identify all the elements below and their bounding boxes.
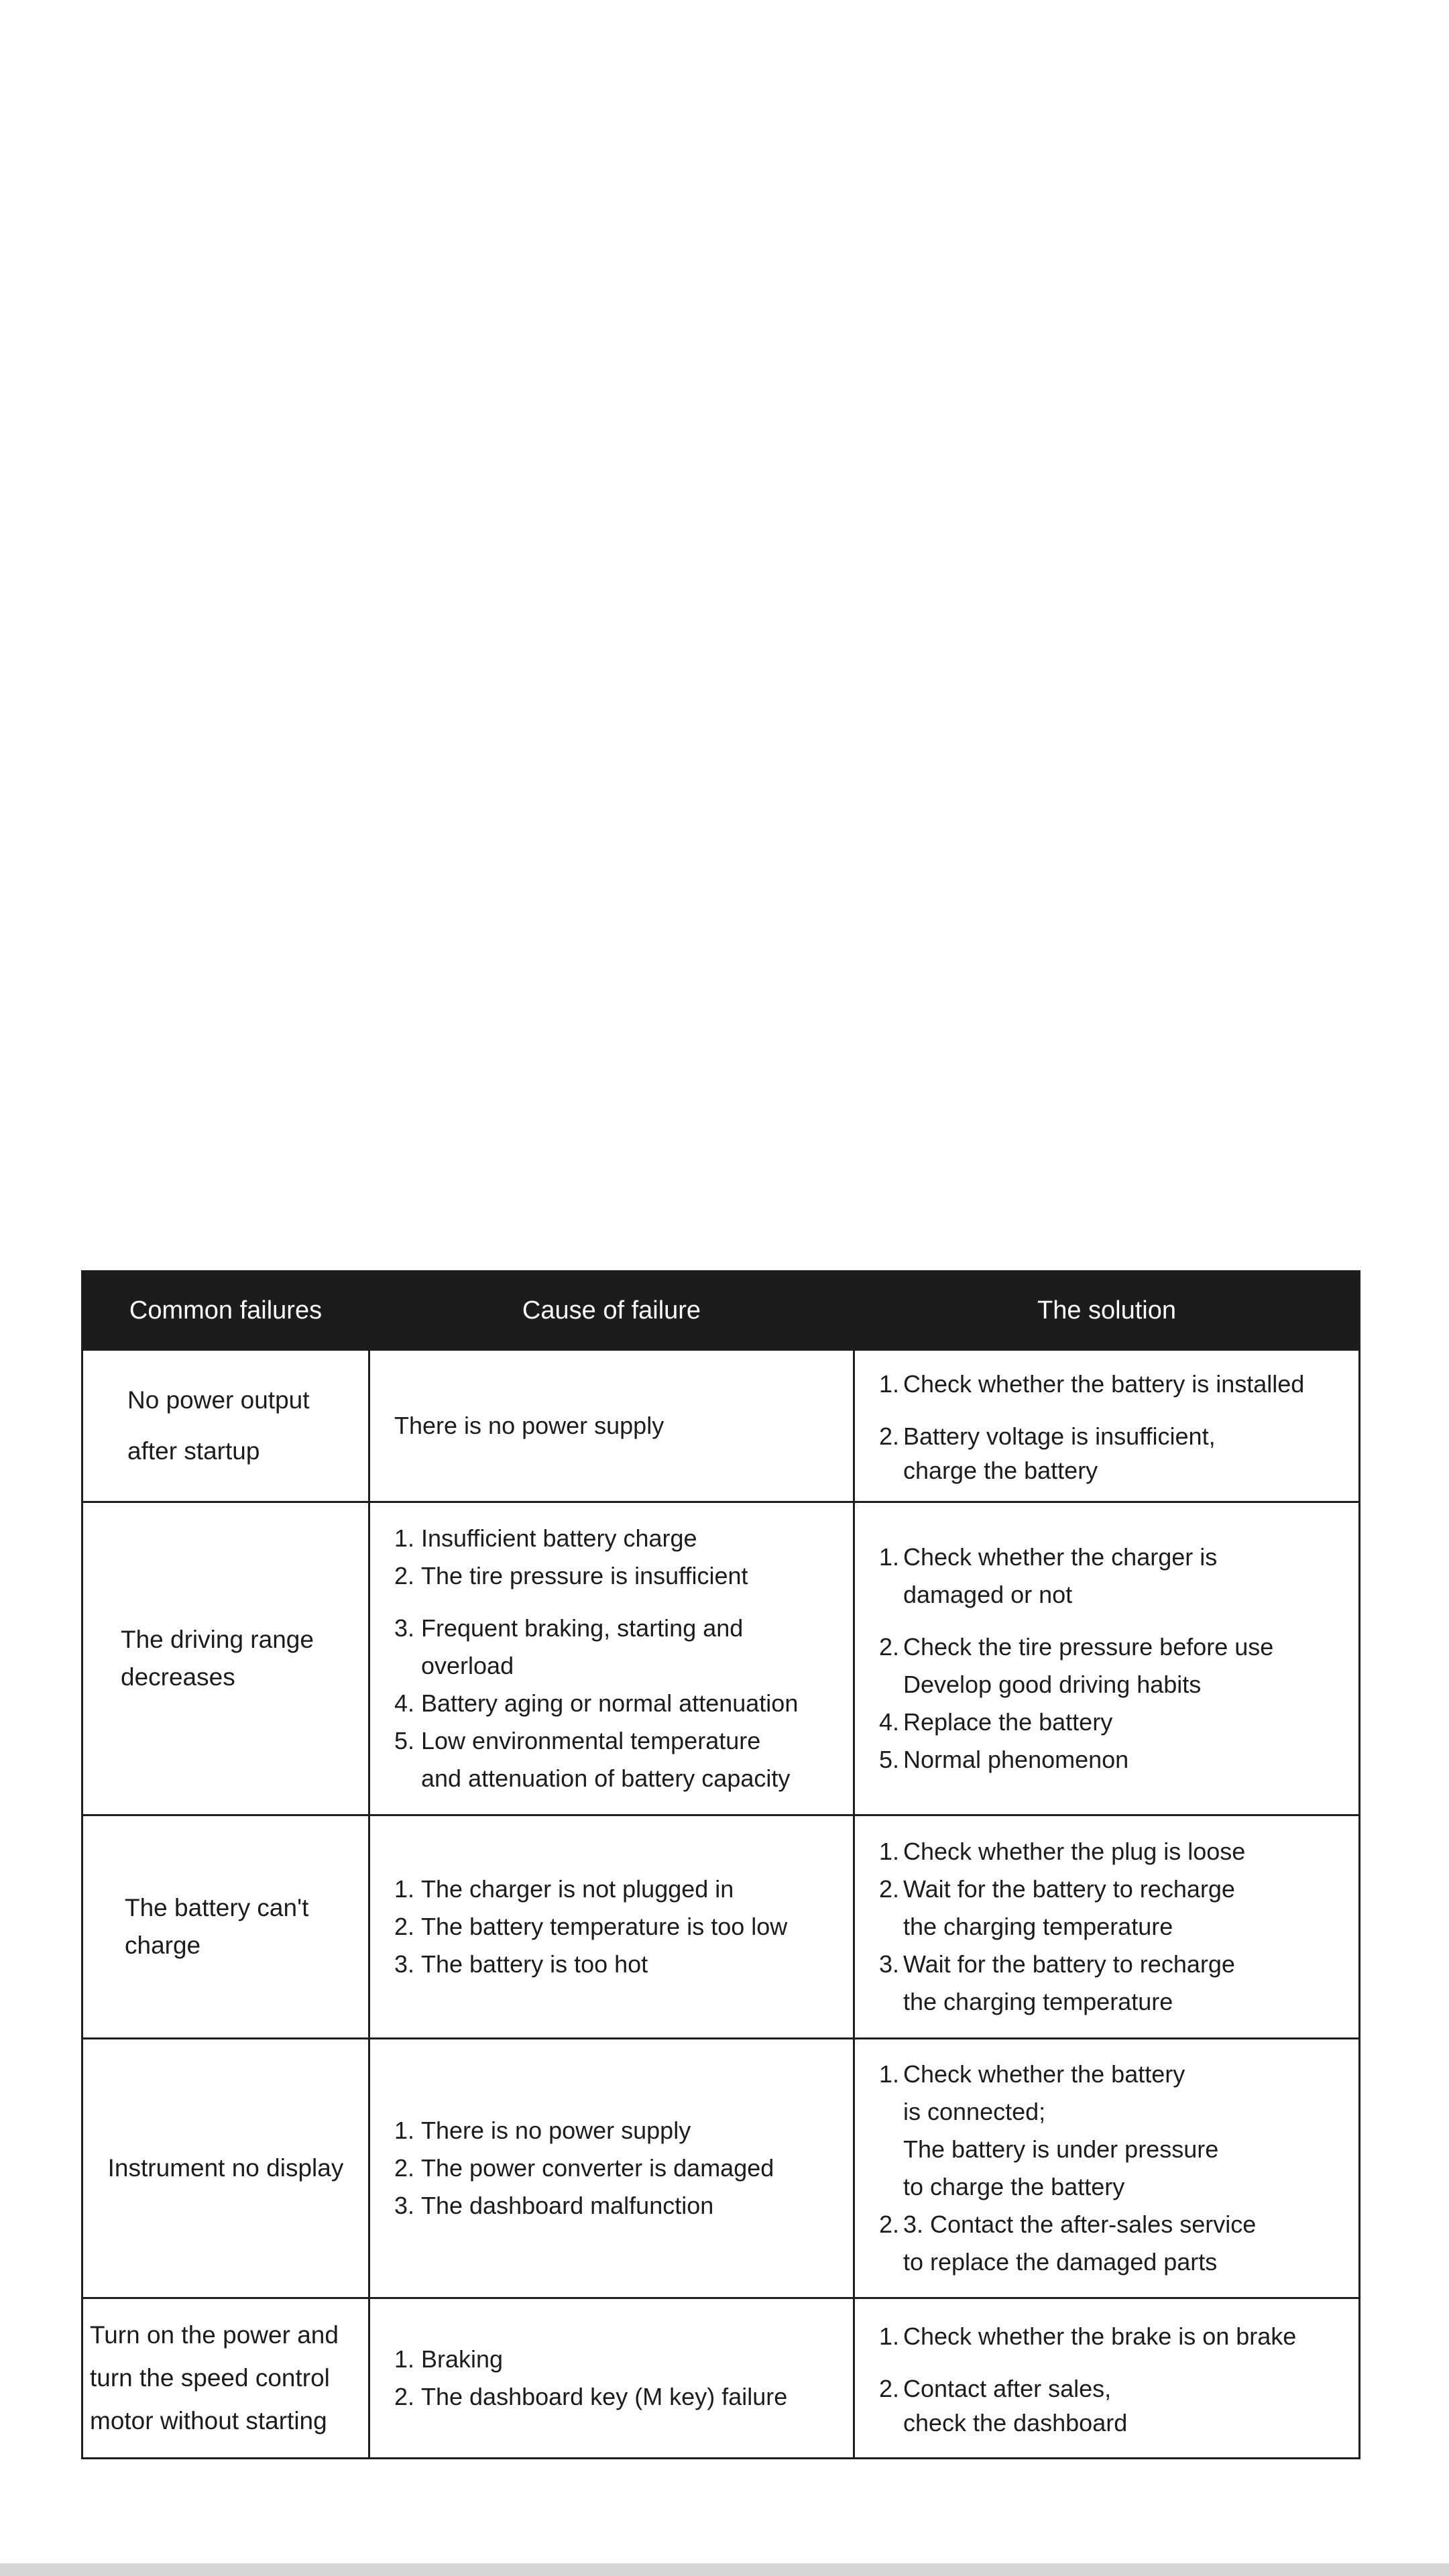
item-number: 4. [879, 1708, 900, 1736]
item-text: The battery temperature is too low [421, 1913, 788, 1940]
solution-item [879, 1666, 1358, 1703]
item-number [879, 2243, 903, 2281]
solution-cell [855, 2039, 1358, 2297]
item-text: to charge the battery [903, 2173, 1125, 2200]
item-text: Wait for the battery to recharge [903, 1875, 1235, 1903]
item-text: is connected; [903, 2098, 1046, 2125]
solution-item [879, 1365, 1358, 1403]
item-text: The dashboard malfunction [421, 2192, 714, 2219]
solution-item [879, 1833, 1358, 1870]
item-number: 3. [394, 2192, 415, 2219]
item-number: 1. [879, 1543, 900, 1571]
item-number: 2. [879, 2375, 900, 2402]
solution-item [879, 2318, 1358, 2355]
item-text: Braking [421, 2345, 504, 2373]
cause-item [394, 1610, 853, 1647]
item-number: 5. [879, 1746, 900, 1773]
item-number: 2. [394, 1562, 415, 1589]
header-label: Cause of failure [522, 1296, 701, 1325]
header-label: The solution [1037, 1296, 1176, 1325]
cause-item [394, 1870, 853, 1908]
failure-line: Turn on the power and [90, 2321, 339, 2349]
header-common-failures [83, 1272, 370, 1349]
page-bottom-edge [0, 2563, 1449, 2576]
solution-item [879, 2131, 1358, 2168]
item-text: Normal phenomenon [903, 1746, 1129, 1773]
item-text: Check whether the brake is on brake [903, 2322, 1297, 2350]
solution-item [879, 1946, 1358, 1983]
item-text: The power converter is damaged [421, 2154, 774, 2182]
solution-item [879, 2168, 1358, 2206]
item-number: 1. [879, 2060, 900, 2088]
item-text: Develop good driving habits [903, 1671, 1202, 1698]
solution-item [879, 1983, 1358, 2021]
item-number: 1. [879, 2322, 900, 2350]
failure-line: No power output [127, 1386, 310, 1414]
table-row [83, 1814, 1358, 2037]
item-number: 4. [394, 1689, 415, 1717]
item-number: 3. [394, 1950, 415, 1978]
item-text: Check whether the plug is loose [903, 1838, 1246, 1865]
header-label: Common failures [129, 1296, 323, 1325]
failure-cell [83, 2039, 370, 2297]
solution-item [879, 2093, 1358, 2131]
item-number [394, 1647, 421, 1685]
item-text: Wait for the battery to recharge [903, 1950, 1235, 1978]
item-text: The battery is under pressure [903, 2135, 1219, 2163]
solution-item [879, 1741, 1358, 1779]
table-header-row [83, 1272, 1358, 1349]
header-cause-of-failure [370, 1272, 855, 1349]
solution-item [879, 2408, 1358, 2439]
cause-cell [370, 2039, 855, 2297]
item-text: 3. Contact the after-sales service [903, 2210, 1257, 2238]
item-text: and attenuation of battery capacity [421, 1765, 791, 1792]
item-number [394, 1760, 421, 1797]
cause-cell [370, 1503, 855, 1814]
item-text: Check the tire pressure before use [903, 1633, 1274, 1661]
cause-item [394, 2187, 853, 2225]
solution-item [879, 1455, 1358, 1486]
item-number: 2. [394, 2383, 415, 2410]
solution-cell [855, 1351, 1358, 1501]
cause-item [394, 1760, 853, 1797]
item-text: The dashboard key (M key) failure [421, 2383, 788, 2410]
item-text: Check whether the battery [903, 2060, 1185, 2088]
solution-item [879, 2243, 1358, 2281]
item-text: damaged or not [903, 1581, 1073, 1608]
cause-item [394, 2149, 853, 2187]
item-number [879, 1666, 903, 1703]
item-number [879, 2408, 903, 2439]
item-text: There is no power supply [421, 2117, 691, 2144]
cause-item [394, 1557, 853, 1595]
solution-cell [855, 1816, 1358, 2037]
item-number: 2. [394, 2154, 415, 2182]
solution-cell [855, 2299, 1358, 2457]
cause-item [394, 1908, 853, 1946]
item-text: charge the battery [903, 1457, 1098, 1484]
item-text: The tire pressure is insufficient [421, 1562, 748, 1589]
item-number: 2. [879, 1633, 900, 1661]
troubleshooting-table [81, 1270, 1360, 2459]
failure-line: charge [125, 1931, 201, 1959]
solution-item [879, 1628, 1358, 1666]
item-text: The battery is too hot [421, 1950, 648, 1978]
item-number [879, 2093, 903, 2131]
item-number [879, 1576, 903, 1614]
header-the-solution [855, 1272, 1358, 1349]
failure-line: The battery can't [125, 1894, 309, 1921]
failure-line: Instrument no display [107, 2154, 344, 2182]
item-number [879, 1455, 903, 1486]
cause-item [394, 2112, 853, 2149]
item-number: 1. [394, 2345, 415, 2373]
item-number: 1. [394, 2117, 415, 2144]
item-text: overload [421, 1652, 514, 1679]
item-number [879, 2168, 903, 2206]
item-text: Low environmental temperature [421, 1727, 761, 1754]
item-text: Battery aging or normal attenuation [421, 1689, 799, 1717]
cause-item [394, 1520, 853, 1557]
failure-line: motor without starting [90, 2407, 327, 2434]
cause-cell [370, 2299, 855, 2457]
item-number: 1. [394, 1875, 415, 1903]
cause-item [394, 1647, 853, 1685]
table-row [83, 1501, 1358, 1814]
item-number: 1. [879, 1370, 900, 1398]
item-text: Contact after sales, [903, 2375, 1112, 2402]
item-number: 2. [879, 1422, 900, 1450]
solution-item [879, 1908, 1358, 1946]
failure-line: turn the speed control [90, 2364, 330, 2392]
item-number [879, 1983, 903, 2021]
solution-item [879, 1538, 1358, 1576]
item-text: the charging temperature [903, 1913, 1173, 1940]
cause-line: There is no power supply [394, 1412, 664, 1439]
item-number: 3. [394, 1614, 415, 1642]
item-number: 5. [394, 1727, 415, 1754]
solution-cell [855, 1503, 1358, 1814]
solution-item [879, 1418, 1358, 1455]
failure-line: The driving range [121, 1626, 314, 1653]
solution-item [879, 2056, 1358, 2093]
item-number: 1. [394, 1524, 415, 1552]
table-row [83, 1349, 1358, 1501]
item-text: Replace the battery [903, 1708, 1113, 1736]
failure-cell [83, 1351, 370, 1501]
item-text: to replace the damaged parts [903, 2248, 1218, 2276]
item-number: 2. [879, 1875, 900, 1903]
item-number: 1. [879, 1838, 900, 1865]
item-text: Insufficient battery charge [421, 1524, 697, 1552]
solution-item [879, 1870, 1358, 1908]
item-text: The charger is not plugged in [421, 1875, 734, 1903]
item-text: Battery voltage is insufficient, [903, 1422, 1216, 1450]
item-number: 2. [879, 2210, 900, 2238]
item-text: Frequent braking, starting and [421, 1614, 744, 1642]
cause-cell [370, 1351, 855, 1501]
table-row [83, 2037, 1358, 2297]
item-number [879, 2131, 903, 2168]
solution-item [879, 1576, 1358, 1614]
cause-item [394, 1946, 853, 1983]
solution-item [879, 2370, 1358, 2408]
item-text: Check whether the battery is installed [903, 1370, 1305, 1398]
cause-item [394, 2341, 853, 2378]
item-text: Check whether the charger is [903, 1543, 1218, 1571]
solution-item [879, 2206, 1358, 2243]
table-row [83, 2297, 1358, 2457]
item-number [879, 1908, 903, 1946]
item-text: check the dashboard [903, 2409, 1128, 2437]
failure-cell [83, 2299, 370, 2457]
item-number: 2. [394, 1913, 415, 1940]
failure-line: decreases [121, 1663, 235, 1691]
failure-cell [83, 1503, 370, 1814]
item-number: 3. [879, 1950, 900, 1978]
cause-cell [370, 1816, 855, 2037]
cause-item [394, 2378, 853, 2416]
cause-item [394, 1722, 853, 1760]
solution-item [879, 1703, 1358, 1741]
cause-item [394, 1685, 853, 1722]
failure-line: after startup [127, 1437, 260, 1465]
item-text: the charging temperature [903, 1988, 1173, 2015]
failure-cell [83, 1816, 370, 2037]
